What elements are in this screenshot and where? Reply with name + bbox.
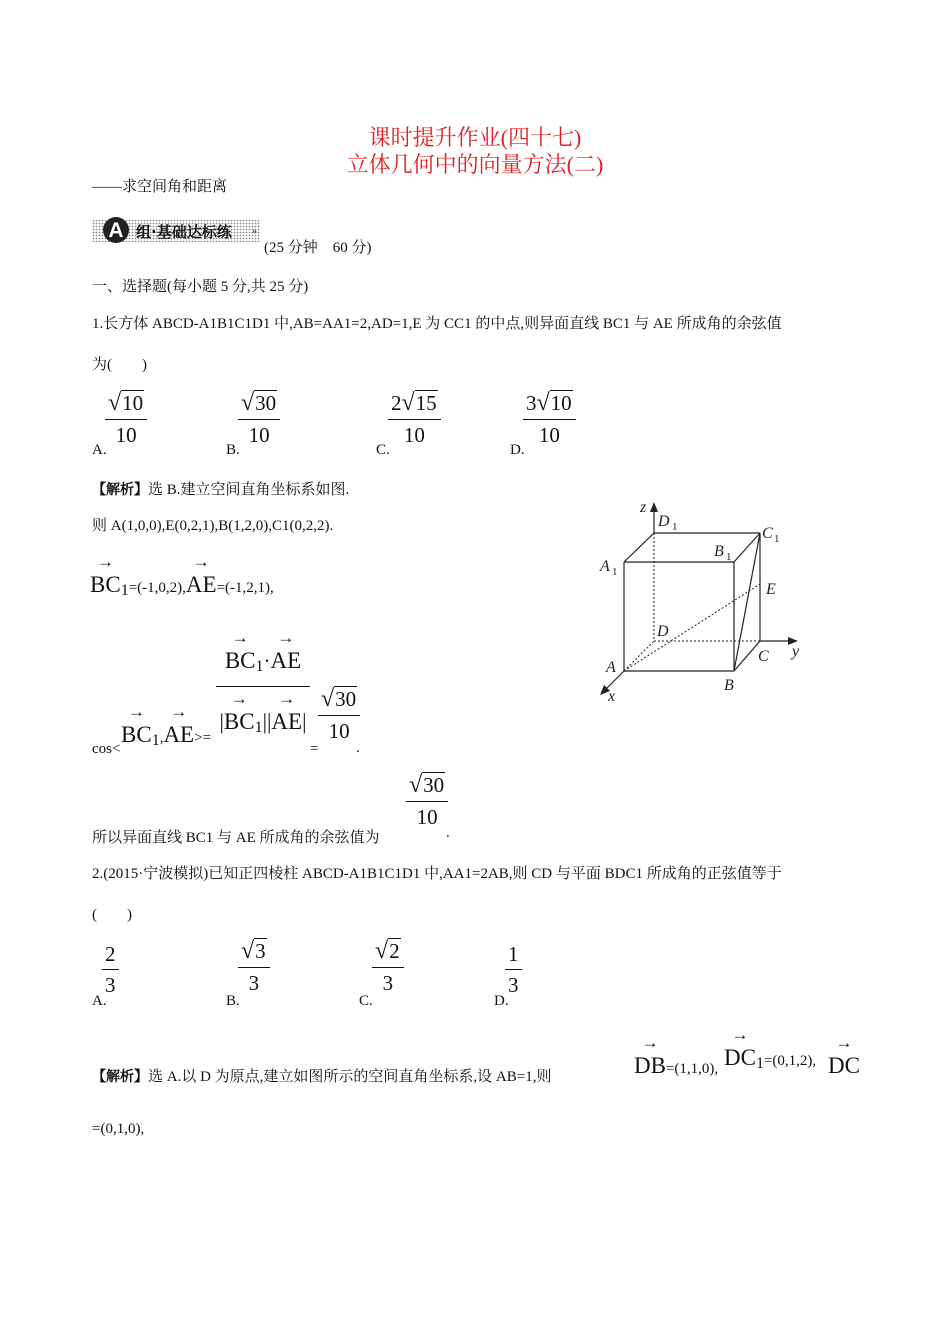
q1-stem-line2: 为( ) [92,357,147,373]
cos-args [121,702,212,750]
conclusion-rad: 30 [423,773,445,797]
q2-option-b-label: B. [226,993,240,1009]
den-abs-mid: || [262,709,272,734]
vector-db-name: DB [634,1053,666,1078]
q1-option-d-coef: 3 [526,391,537,415]
q1-solution-line2: 则 A(1,0,0),E(0,2,1),B(1,2,0),C1(0,2,2). [92,518,334,534]
q1-option-c-fraction: $\frac{2√15}{10}$ [388,390,441,448]
q2-vector-dc1 [724,1025,817,1073]
q2-option-c-rad: 2 [389,939,400,963]
cos-vector-bc1-sub: 1 [151,732,160,749]
time-score: (25 分钟 60 分) [264,240,372,256]
segment-bc1 [734,533,760,671]
cos-result-den: 10 [328,719,350,743]
label-d: D [657,623,669,640]
q1-option-c-coef: 2 [391,391,402,415]
q1-conclusion: 所以异面直线 BC1 与 AE 所成角的余弦值为 [92,830,380,846]
cos-period: . [356,740,360,756]
label-x: x [608,688,616,705]
q2-option-d-num: 1 [505,942,522,970]
edge-a1-d1 [624,533,654,562]
num-vector-bc1 [224,628,256,674]
cos-comma: , [159,730,164,746]
label-b1: B [714,543,724,560]
q2-stem-line1: 2.(2015·宁波模拟)已知正四棱柱 ABCD-A1B1C1D1 中,AA1=2AB,则 CD 与平面 BDC1 所成角的正弦值等于 [92,866,782,882]
q1-option-a-den: 10 [115,423,137,447]
edge-b1-c1 [734,533,760,562]
den-vector-bc1-sub: 1 [254,719,263,736]
label-a1-sub: 1 [612,566,618,578]
vector-dc1-name: DC [724,1045,756,1070]
den-vector-ae [271,689,303,735]
label-d1: D [658,513,670,530]
q1-option-b-fraction: $\frac{√30}{10}$ [238,390,280,448]
topic-line: ——求空间角和距离 [92,179,228,195]
section-heading: 一、选择题(每小题 5 分,共 25 分) [92,279,309,295]
q1-solution-tag: 【解析】 [92,482,148,498]
vector-arrow-icon: → [230,689,248,708]
q1-option-a-rad: 10 [122,391,144,415]
label-d1-sub: 1 [672,521,678,533]
vector-bc1-name: BC [90,572,121,597]
cos-close: >= [194,730,212,746]
vector-ae-value: =(-1,2,1), [216,580,274,596]
label-b1-sub: 1 [726,551,732,563]
q2-solution-text: 选 A.以 D 为原点,建立如图所示的空间直角坐标系,设 AB=1,则 [148,1069,552,1085]
vector-dc-name: DC [828,1053,860,1078]
q1-option-c-rad: 15 [415,391,437,415]
den-abs-close: | [302,709,307,734]
vector-arrow-icon: → [277,628,295,647]
den-vector-bc1-name: BC [223,709,255,734]
cos-result-rad: 30 [335,687,357,711]
vector-dc1-value: =(0,1,2), [763,1053,817,1069]
q2-vector-line [634,1033,719,1079]
conclusion-fraction: $\frac{√30}{10}$ [406,772,448,830]
q1-option-d-fraction: $\frac{3√10}{10}$ [523,390,576,448]
cos-vector-ae [163,702,195,748]
vector-arrow-icon: → [96,552,114,571]
label-y: y [792,643,800,660]
den-vector-ae-name: AE [271,709,303,734]
q1-option-c-den: 10 [403,423,425,447]
vector-arrow-icon: → [278,689,296,708]
badge-letter: A [108,219,124,242]
den-vector-bc1 [223,689,255,735]
q2-option-b-rad: 3 [255,939,266,963]
q1-option-b-den: 10 [248,423,270,447]
vector-arrow-icon: → [127,702,145,721]
z-arrow-icon [650,502,658,512]
edge-b-c [734,641,760,671]
num-vector-ae [270,628,302,674]
label-z: z [640,499,647,516]
vector-dc [828,1033,860,1079]
vector-db-value: =(1,1,0), [665,1061,719,1077]
vector-bc1-sub: 1 [120,582,129,599]
q2-option-b-fraction: $\frac{√3}{3}$ [238,938,270,996]
q1-option-c-label: C. [376,442,390,458]
q2-option-c-label: C. [359,993,373,1009]
q1-option-a-label: A. [92,442,107,458]
vector-arrow-icon: → [731,1025,749,1044]
cos-result-fraction: $\frac{√30}{10}$ [318,686,360,744]
badge-text: 组·基础达标练 [136,223,232,241]
label-a: A [606,659,616,676]
q1-option-b-rad: 30 [255,391,277,415]
page-subtitle: 立体几何中的向量方法(二) [346,152,604,177]
q1-vector-line [90,552,274,600]
cos-vector-ae-name: AE [163,722,195,747]
q2-option-d-fraction [505,942,522,998]
vector-dc-value: =(0,1,0), [92,1121,145,1137]
q2-option-d-label: D. [494,993,509,1009]
q2-stem-line2: ( ) [92,907,132,923]
q2-solution-line1 [92,1065,551,1086]
conclusion-period: . [446,825,450,841]
q1-solution-text1: 选 B.建立空间直角坐标系如图. [148,482,350,498]
label-c1-sub: 1 [774,533,780,545]
cos-equals: = [310,741,319,757]
vector-arrow-icon: → [192,552,210,571]
q2-option-d-den: 3 [508,973,519,997]
q1-option-d-den: 10 [538,423,560,447]
segment-ae [624,584,760,671]
cuboid-figure [594,496,806,706]
q2-option-a-label: A. [92,993,107,1009]
page-title: 课时提升作业(四十七) [368,125,582,150]
cos-main-fraction [216,628,310,737]
vector-bc1 [90,552,121,598]
num-vector-ae-name: AE [270,648,302,673]
vector-arrow-icon: → [170,702,188,721]
label-e: E [766,581,776,598]
label-b: B [724,677,734,694]
num-vector-bc1-sub: 1 [255,658,264,675]
cos-vector-bc1 [121,702,152,748]
badge-arrow-icon: » [252,226,257,237]
vector-arrow-icon: → [231,628,249,647]
cos-vector-bc1-name: BC [121,722,152,747]
q2-option-a-fraction [102,942,119,998]
label-c: C [758,648,769,665]
q2-solution-tag: 【解析】 [92,1069,148,1085]
hidden-edge-a-d [624,641,654,671]
num-dot: · [263,649,271,673]
q1-option-d-rad: 10 [550,391,572,415]
q2-option-a-num: 2 [102,942,119,970]
section-badge [92,216,264,246]
vector-bc1-value: =(-1,0,2), [128,580,186,596]
vector-arrow-icon: → [641,1033,659,1052]
q2-option-c-den: 3 [382,971,394,995]
q1-option-d-label: D. [510,442,525,458]
vector-arrow-icon: → [835,1033,853,1052]
q1-option-b-label: B. [226,442,240,458]
q2-option-c-fraction: $\frac{√2}{3}$ [372,938,404,996]
label-a1: A [600,558,610,575]
q2-vector-dc [828,1033,860,1079]
q1-solution-line1 [92,478,349,499]
label-c1: C [762,525,773,542]
vector-ae [185,552,217,598]
q1-stem-line1: 1.长方体 ABCD-A1B1C1D1 中,AB=AA1=2,AD=1,E 为 CC1 的中点,则异面直线 BC1 与 AE 所成角的余弦值 [92,316,782,332]
num-vector-bc1-name: BC [224,648,256,673]
den-abs-open: | [219,709,224,734]
vector-db [634,1033,666,1079]
vector-dc1 [724,1025,756,1071]
q2-option-a-den: 3 [105,973,116,997]
cos-prefix: cos< [92,741,121,757]
conclusion-den: 10 [416,805,438,829]
q2-option-b-den: 3 [248,971,260,995]
vector-dc1-sub: 1 [755,1055,764,1072]
q1-option-a-fraction: $\frac{√10}{10}$ [105,390,147,448]
vector-ae-name: AE [185,572,217,597]
badge-graphic [92,216,264,246]
